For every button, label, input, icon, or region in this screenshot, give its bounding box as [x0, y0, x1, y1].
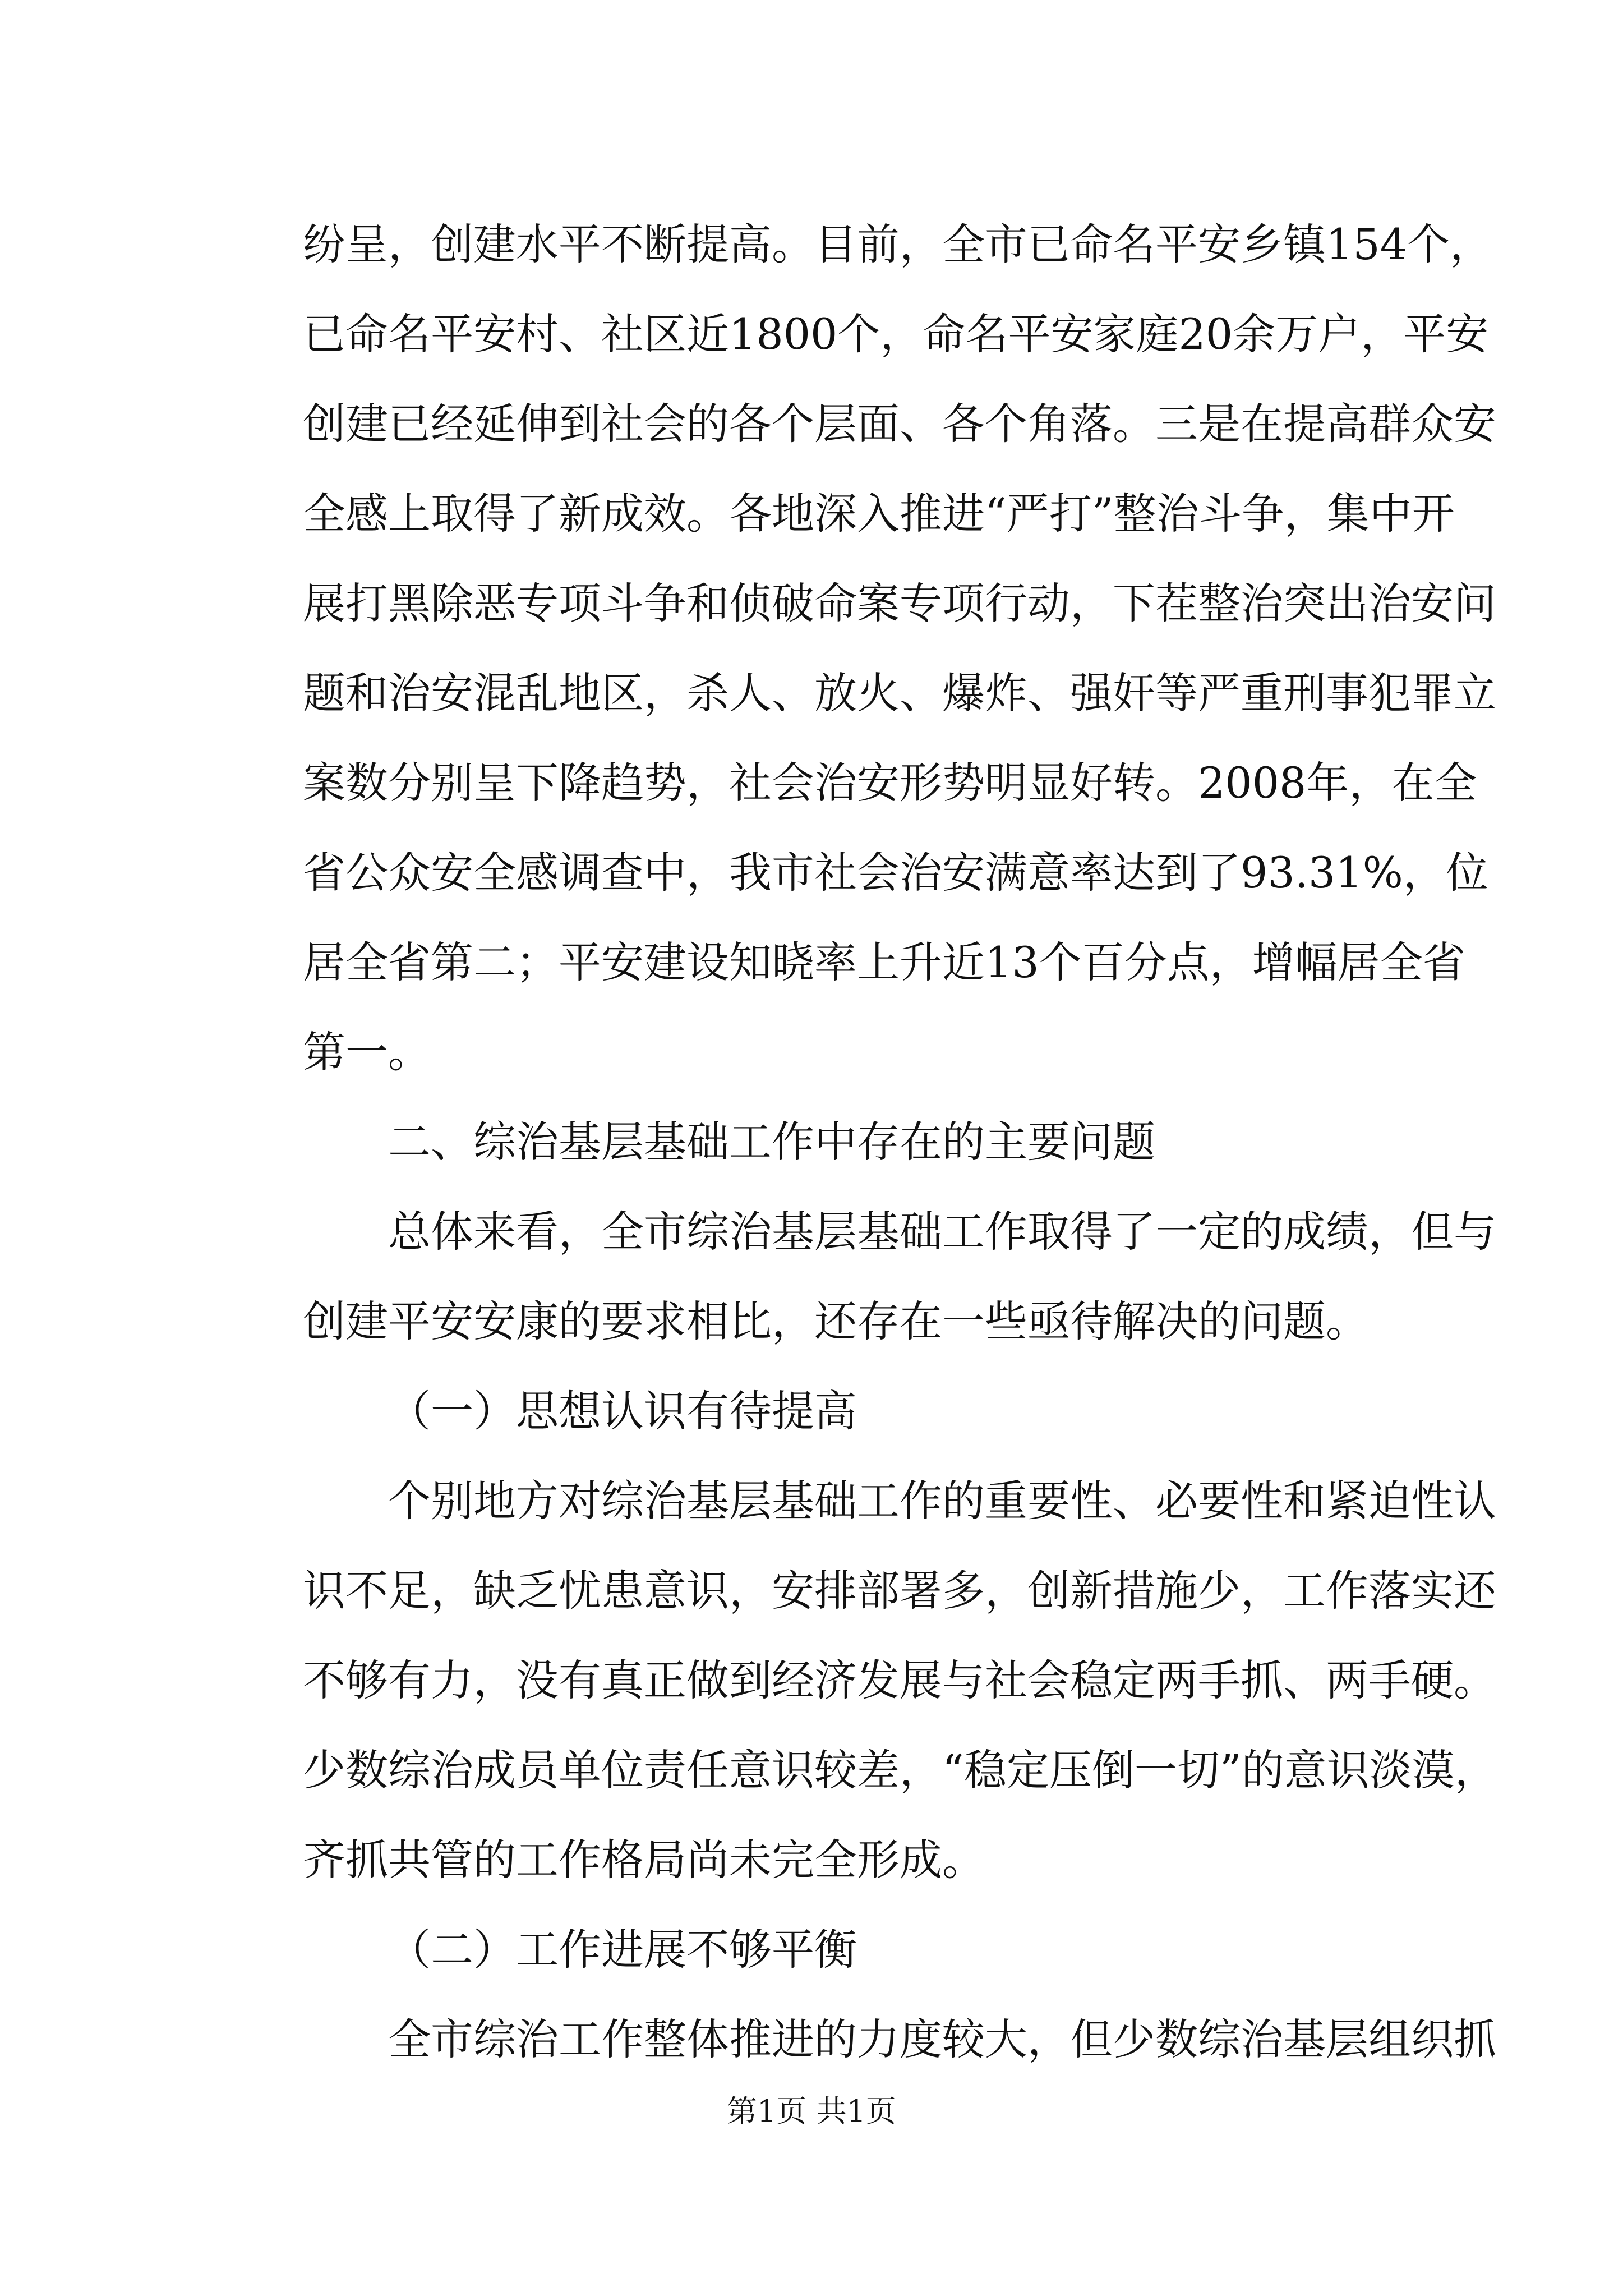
document-body [303, 219, 1497, 2104]
text-line: 总体来看，全市综治基层基础工作取得了一定的成绩，但与 [388, 1207, 1496, 1257]
text-line: 题和治安混乱地区，杀人、放火、爆炸、强奸等严重刑事犯罪立 [303, 668, 1496, 718]
text-line: 不够有力，没有真正做到经济发展与社会稳定两手抓、两手硬。 [303, 1655, 1496, 1705]
text-line: 展打黑除恶专项斗争和侦破命案专项行动，下茬整治突出治安问 [303, 578, 1496, 628]
section-heading: 二、综治基层基础工作中存在的主要问题 [388, 1117, 1155, 1167]
page-number-footer: 第1页 共1页 [727, 2093, 896, 2129]
text-line: 居全省第二；平安建设知晓率上升近13个百分点，增幅居全省 [303, 937, 1465, 987]
text-line: 齐抓共管的工作格局尚未完全形成。 [303, 1835, 985, 1885]
text-line: 创建已经延伸到社会的各个层面、各个角落。三是在提高群众安 [303, 399, 1496, 449]
text-line: 创建平安安康的要求相比，还存在一些亟待解决的问题。 [303, 1296, 1368, 1346]
text-line: 省公众安全感调查中，我市社会治安满意率达到了93.31%，位 [303, 848, 1488, 898]
text-line: 案数分别呈下降趋势，社会治安形势明显好转。2008年，在全 [303, 758, 1477, 808]
subsection-heading: （一）思想认识有待提高 [388, 1386, 857, 1436]
text-line: 全感上取得了新成效。各地深入推进“严打”整治斗争，集中开 [303, 489, 1455, 539]
subsection-heading: （二）工作进展不够平衡 [388, 1925, 857, 1975]
text-line: 个别地方对综治基层基础工作的重要性、必要性和紧迫性认 [388, 1476, 1496, 1526]
text-line: 纷呈，创建水平不断提高。目前，全市已命名平安乡镇154个， [303, 219, 1493, 269]
text-line: 已命名平安村、社区近1800个，命名平安家庭20余万户，平安 [303, 309, 1489, 359]
text-line: 少数综治成员单位责任意识较差，“稳定压倒一切”的意识淡漠， [303, 1745, 1497, 1795]
text-line: 第一。 [303, 1027, 431, 1077]
text-line: 识不足，缺乏忧患意识，安排部署多，创新措施少，工作落实还 [303, 1566, 1496, 1616]
text-line: 全市综治工作整体推进的力度较大，但少数综治基层组织抓 [388, 2014, 1496, 2064]
